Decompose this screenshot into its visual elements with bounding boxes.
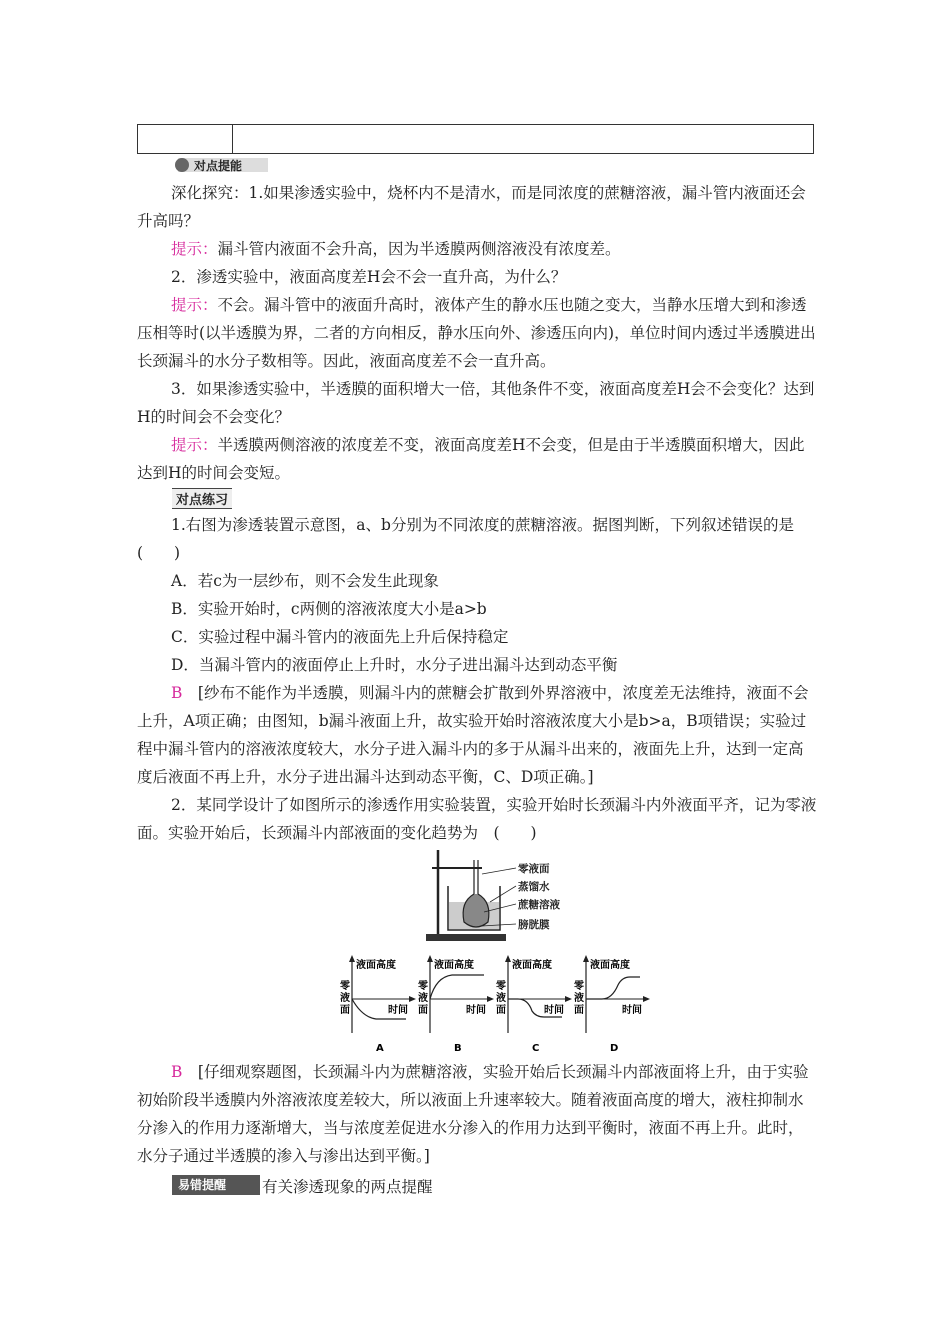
explore-a1: [137, 235, 817, 263]
q1-option-b: B．实验开始时，c两侧的溶液浓度大小是a>b: [171, 600, 487, 618]
graph-zero-label: 零: [496, 981, 506, 992]
graph-xlabel: 时间: [622, 1005, 642, 1016]
hint-label: 提示：: [171, 240, 218, 258]
graph-ylabel: 液面高度: [434, 960, 474, 971]
section-banner: [172, 156, 272, 178]
label-bladder-membrane: 膀胱膜: [518, 919, 550, 931]
graph-zero-label: 液: [418, 993, 428, 1004]
graph-letter: A: [376, 1043, 384, 1053]
graph-letter: C: [532, 1043, 540, 1053]
hint-label: 提示：: [171, 436, 218, 454]
graph-zero-label: 零: [574, 981, 584, 992]
graph-zero-label: 液: [496, 993, 506, 1004]
osmosis-apparatus-figure: [420, 846, 590, 946]
graph-curve: [430, 975, 484, 999]
graph-xlabel: 时间: [544, 1005, 564, 1016]
graph-zero-label: 面: [496, 1005, 506, 1016]
graph-b: [418, 955, 494, 1053]
graph-letter: B: [454, 1043, 462, 1053]
answer-graphs: [338, 955, 668, 1053]
label-zero-level: 零液面: [518, 863, 550, 875]
table-stub: [137, 124, 814, 154]
explore-q1: 深化探究：1.如果渗透实验中，烧杯内不是清水，而是同浓度的蔗糖溶液，漏斗管内液面还会升高吗？: [137, 184, 806, 230]
graph-a: [340, 955, 416, 1053]
graph-letter: D: [610, 1043, 619, 1053]
q1-explanation: [纱布不能作为半透膜，则漏斗内的蔗糖会扩散到外界溶液中，浓度差无法维持，液面不会上升，A项正确；由图知，b漏斗液面上升，故实验开始时溶液浓度大小是b>a，B项错误；实验过程中漏斗管内的溶液浓度较大，水分子进入漏斗内的多于从漏斗出来的，液面先上升，达到一定高度后液面不再上升，水分子进出漏斗达到动态平衡，C、D项正确。]: [137, 684, 809, 786]
graph-zero-label: 面: [418, 1005, 428, 1016]
q1-stem: 1.右图为渗透装置示意图，a、b分别为不同浓度的蔗糖溶液。据图判断，下列叙述错误的是( ): [137, 516, 794, 562]
graph-xlabel: 时间: [466, 1005, 486, 1016]
q1-option-c: C．实验过程中漏斗管内的液面先上升后保持稳定: [171, 628, 509, 646]
hint-text: 不会。漏斗管中的液面升高时，液体产生的静水压也随之变大，当静水压增大到和渗透压相等时(以半透膜为界，二者的方向相反，静水压向外、渗透压向内)，单位时间内透过半透膜进出长颈漏斗的水分子数相等。因此，液面高度差不会一直升高。: [137, 296, 816, 370]
q1-option-d: D．当漏斗管内的液面停止上升时，水分子进出漏斗达到动态平衡: [171, 656, 618, 674]
graph-c: [496, 955, 572, 1053]
label-sucrose: 蔗糖溶液: [518, 899, 560, 911]
explore-q3: 3．如果渗透实验中，半透膜的面积增大一倍，其他条件不变，液面高度差H会不会变化？达到H的时间会不会变化？: [137, 380, 815, 426]
stand-base: [426, 934, 506, 941]
graph-ylabel: 液面高度: [356, 960, 396, 971]
graph-zero-label: 零: [418, 981, 428, 992]
q2-answer-block: [137, 1058, 817, 1170]
label-line: [490, 886, 516, 902]
explore-a2: [137, 291, 817, 375]
graph-curve: [586, 977, 640, 999]
q1-answer: B: [171, 684, 183, 702]
q2-stem: 2．某同学设计了如图所示的渗透作用实验装置，实验开始时长颈漏斗内外液面平齐，记为零液面。实验开始后，长颈漏斗内部液面的变化趋势为 ( ): [137, 796, 817, 842]
banner-graphic: [172, 156, 272, 174]
hint-label: 提示：: [171, 296, 218, 314]
graph-zero-label: 零: [340, 981, 350, 992]
warning-tag: 易错提醒: [172, 1175, 260, 1195]
q1-option-a: A．若c为一层纱布，则不会发生此现象: [171, 572, 439, 590]
q2-explanation: [仔细观察题图，长颈漏斗内为蔗糖溶液，实验开始后长颈漏斗内部液面将上升，由于实验初始阶段半透膜内外溶液浓度差较大，所以液面上升速率较大。随着液面高度的增大，液柱抑制水分渗入的作用力逐渐增大，当与浓度差促进水分渗入的作用力达到平衡时，液面不再上升。此时，水分子通过半透膜的渗入与渗出达到平衡。]: [137, 1063, 809, 1165]
hint-text: 半透膜两侧溶液的浓度差不变，液面高度差H不会变，但是由于半透膜面积增大，因此达到H的时间会变短。: [137, 436, 805, 482]
warning-text: 有关渗透现象的两点提醒: [262, 1178, 433, 1196]
graph-d: [574, 955, 650, 1053]
label-distilled-water: 蒸馏水: [518, 881, 550, 893]
graph-zero-label: 面: [340, 1005, 350, 1016]
hint-text: 漏斗管内液面不会升高，因为半透膜两侧溶液没有浓度差。: [217, 240, 621, 258]
funnel-bulb: [463, 894, 489, 927]
graph-xlabel: 时间: [388, 1005, 408, 1016]
label-line: [482, 868, 516, 874]
q1-answer-block: [137, 679, 817, 791]
graph-zero-label: 液: [340, 993, 350, 1004]
explore-q2: 2．渗透实验中，液面高度差H会不会一直升高，为什么？: [171, 268, 567, 286]
graph-zero-label: 液: [574, 993, 584, 1004]
graph-zero-label: 面: [574, 1005, 584, 1016]
banner-title: 对点提能: [194, 159, 243, 173]
explore-a3: [137, 431, 817, 487]
practice-tag: 对点练习: [172, 488, 232, 509]
q2-answer: B: [171, 1063, 183, 1081]
graph-ylabel: 液面高度: [590, 960, 630, 971]
table-cell: [138, 125, 233, 153]
graph-ylabel: 液面高度: [512, 960, 552, 971]
